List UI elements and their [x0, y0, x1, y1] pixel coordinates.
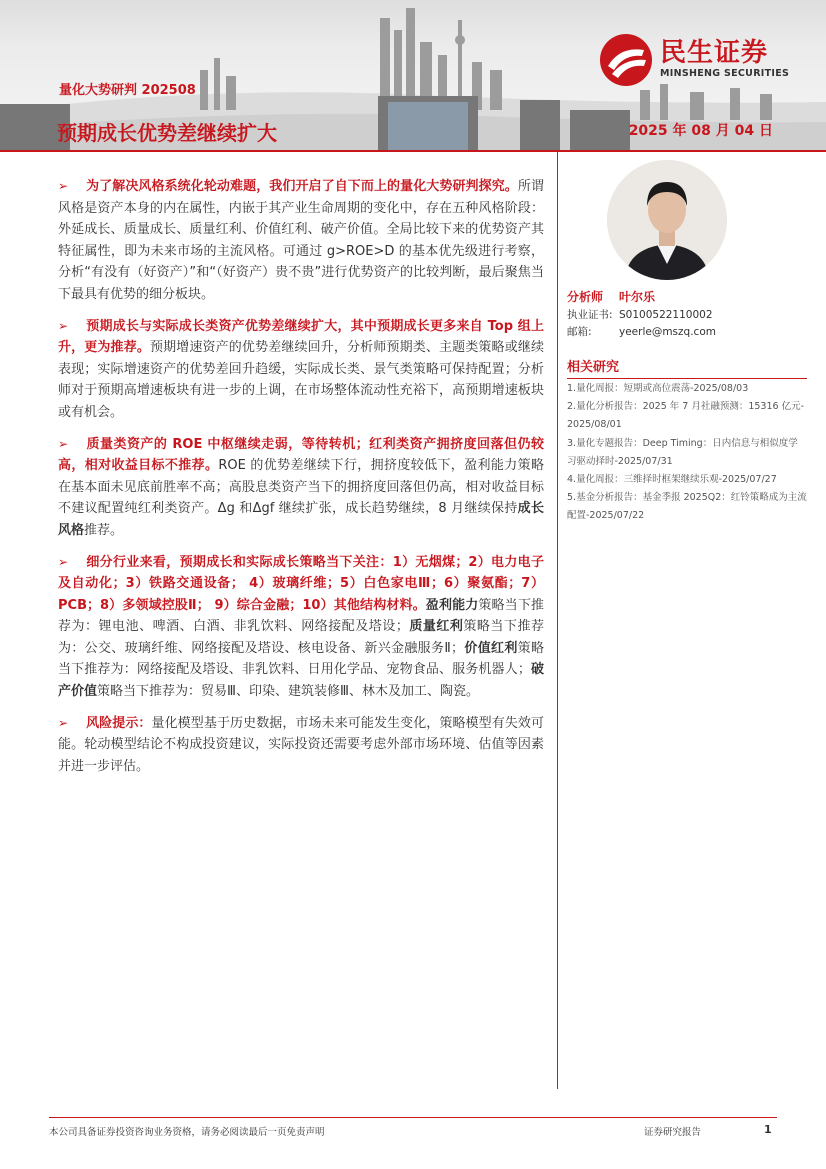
cert-number: S0100522110002 — [619, 309, 713, 321]
bold-term: 成长风格 — [58, 501, 544, 538]
related-research-list — [567, 380, 807, 526]
company-logo — [598, 32, 808, 88]
paragraph-text: 策略当下推荐为：贸易Ⅲ、印染、建筑装修Ⅲ、林木及加工、陶瓷。 — [97, 684, 479, 700]
analyst-info — [567, 288, 807, 341]
cert-label: 执业证书: — [567, 309, 613, 321]
report-title: 预期成长优势差继续扩大 — [57, 121, 277, 145]
bullet-arrow-icon: ➢ — [58, 554, 69, 569]
logo-en-text: MINSHENG SECURITIES — [660, 68, 790, 79]
related-report-link[interactable]: 5.基金分析报告：基金季报 2025Q2：红铃策略成为主流配置-2025/07/22 — [567, 492, 807, 522]
paragraph-text: 推荐。 — [84, 522, 124, 538]
email-label: 邮箱: — [567, 326, 592, 338]
analyst-email-link[interactable]: yeerle@mszq.com — [619, 326, 716, 338]
bold-term: 质量红利 — [408, 619, 464, 635]
footer-divider — [49, 1117, 777, 1118]
footer-disclaimer: 本公司具备证券投资咨询业务资格，请务必阅读最后一页免责声明 — [49, 1127, 325, 1138]
summary-body — [58, 176, 544, 787]
summary-paragraph — [58, 713, 544, 778]
bullet-arrow-icon: ➢ — [58, 715, 69, 730]
bold-term: 破产价值 — [58, 662, 544, 700]
analyst-photo — [607, 160, 727, 280]
header-divider — [0, 150, 826, 152]
page-number: 1 — [764, 1123, 772, 1136]
paragraph-text: 策略当下推荐为：公交、玻璃纤维、网络接配及塔设、核电设备、新兴金融服务Ⅱ； — [58, 619, 544, 656]
footer-report-type: 证券研究报告 — [644, 1127, 702, 1138]
paragraph-text: 策略当下推荐为：网络接配及塔设、非乳饮料、日用化学品、宠物食品、服务机器人； — [58, 640, 544, 678]
analyst-role: 分析师 — [567, 290, 604, 304]
paragraph-lead: 预期成长与实际成长类资产优势差继续扩大，其中预期成长更多来自 Top 组上升，更为推荐。 — [58, 318, 544, 356]
paragraph-lead: 风险提示： — [86, 715, 152, 731]
logo-emblem-icon — [598, 32, 654, 88]
related-research-title: 相关研究 — [567, 356, 807, 379]
analyst-name: 叶尔乐 — [619, 290, 656, 304]
paragraph-text: ROE 的优势差继续下行，拥挤度较低下，盈利能力策略在基本面未见底前胜率不高；高股息类资产当下的拥挤度回落但仍高，相对收益目标不建议配置纯红利类资产。Δg 和Δgf 继续扩张，成长趋势继续，8 月继续保持 — [58, 458, 544, 517]
bullet-arrow-icon: ➢ — [58, 179, 69, 193]
bold-term: 盈利能力 — [425, 597, 479, 613]
related-report-link[interactable]: 3.量化专题报告：Deep Timing：日内信息与相似度学习驱动择时-2025/07/31 — [567, 437, 798, 467]
paragraph-lead: 质量类资产的 ROE 中枢继续走弱，等待转机；红利类资产拥挤度回落但仍较高，相对收益目标不推荐。 — [58, 436, 544, 474]
report-date: 2025 年 08 月 04 日 — [628, 123, 773, 139]
header-banner — [0, 0, 826, 150]
bullet-arrow-icon: ➢ — [58, 318, 69, 333]
bold-term: 价值红利 — [464, 640, 518, 656]
column-divider — [557, 152, 558, 1089]
summary-paragraph — [58, 552, 544, 703]
paragraph-text: 策略当下推荐为：锂电池、啤酒、白酒、非乳饮料、网络接配及塔设； — [58, 597, 544, 635]
logo-cn-text: 民生证券 — [660, 38, 769, 68]
paragraph-text: 所谓风格是资产本身的内在属性，内嵌于其产业生命周期的变化中，存在五种风格阶段：外延成长、质量成长、质量红利、价值红利、破产价值。全局比较下来的优势资产其特征属性，即为未来市场的主流风格。可通过 g>ROE>D 的基本优先级进行考察，分析“有没有（好资产）”和“（好资产）贵不贵”进行优势资产的比较判断，最后聚焦当下最具有优势的细分板块。 — [58, 179, 544, 302]
paragraph-lead: 为了解决风格系统化轮动难题，我们开启了自下而上的量化大势研判探究。 — [86, 179, 518, 194]
paragraph-text: 量化模型基于历史数据，市场未来可能发生变化，策略模型有失效可能。轮动模型结论不构成投资建议，实际投资还需要考虑外部市场环境、估值等因素并进一步评估。 — [58, 715, 544, 774]
analyst-portrait-icon — [607, 160, 727, 280]
related-report-link[interactable]: 4.量化周报：三维择时框架继续乐观-2025/07/27 — [567, 474, 777, 486]
bullet-arrow-icon: ➢ — [58, 436, 69, 451]
report-series: 量化大势研判 202508 — [59, 83, 196, 98]
summary-paragraph — [58, 176, 544, 306]
paragraph-text: 预期增速资产的优势差继续回升，分析师预期类、主题类策略或继续表现；实际增速资产的优势差回升趋缓，实际成长类、景气类策略可保持配置；分析师对于预期高增速板块有进一步的上调，在市场整体流动性充裕下，高预期增速板块或有机会。 — [58, 340, 544, 420]
summary-paragraph — [58, 316, 544, 424]
paragraph-lead: 细分行业来看，预期成长和实际成长策略当下关注：1）无烟煤；2）电力电子及自动化；3）铁路交通设备； 4）玻璃纤维；5）白色家电Ⅲ；6）聚氨酯；7）PCB；8）多领域控股Ⅱ； 9）综合金融；10）其他结构材料。 — [58, 554, 544, 613]
summary-paragraph — [58, 434, 544, 542]
related-report-link[interactable]: 1.量化周报：短期或高位震荡-2025/08/03 — [567, 383, 749, 394]
related-report-link[interactable]: 2.量化分析报告：2025 年 7 月社融预测：15316 亿元-2025/08/01 — [567, 401, 805, 431]
